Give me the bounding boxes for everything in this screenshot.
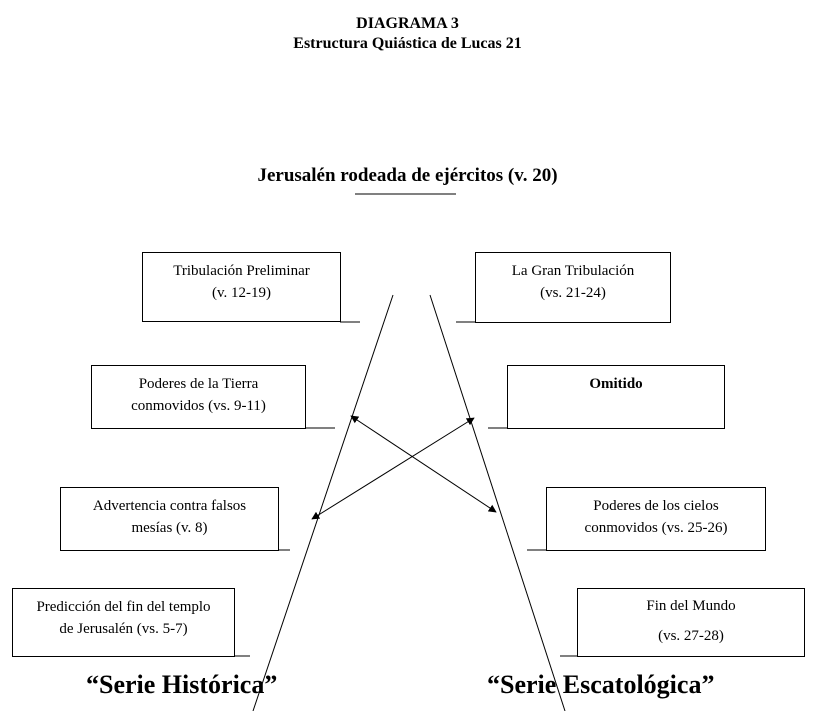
left-box-poderes-tierra bbox=[91, 365, 306, 429]
series-historica-label: “Serie Histórica” bbox=[86, 670, 278, 699]
right-box-poderes-cielos bbox=[546, 487, 766, 551]
right-box-omitido bbox=[507, 365, 725, 429]
box-line-1: Predicción del fin del templo bbox=[36, 599, 211, 615]
series-escatologica-label: “Serie Escatológica” bbox=[487, 670, 715, 699]
box-line-2: (v. 12-19) bbox=[211, 285, 271, 301]
box-line-2: de Jerusalén (vs. 5-7) bbox=[59, 621, 188, 637]
left-box-tribulacion-preliminar bbox=[142, 252, 341, 322]
box-line-1: Fin del Mundo bbox=[646, 598, 736, 614]
box-line-1: Omitido bbox=[589, 376, 643, 392]
right-box-fin-mundo bbox=[577, 588, 805, 657]
box-line-2: mesías (v. 8) bbox=[131, 520, 208, 536]
left-box-fin-templo bbox=[12, 588, 235, 657]
box-line-1: Tribulación Preliminar bbox=[173, 263, 310, 279]
box-line-2: conmovidos (vs. 25-26) bbox=[584, 520, 728, 536]
box-line-1: Poderes de los cielos bbox=[593, 498, 719, 514]
diagram-title: Estructura Quiástica de Lucas 21 bbox=[293, 35, 522, 52]
box-line-2: (vs. 27-28) bbox=[658, 628, 724, 644]
left-box-falsos-mesias bbox=[60, 487, 279, 551]
box-line-1: La Gran Tribulación bbox=[511, 263, 635, 279]
box-line-1: Advertencia contra falsos bbox=[92, 498, 247, 514]
box-line-1: Poderes de la Tierra bbox=[138, 376, 259, 392]
box-line-2: (vs. 21-24) bbox=[540, 285, 606, 301]
right-diagonal-line bbox=[430, 295, 565, 711]
cross-arrow-2 bbox=[312, 418, 474, 519]
right-box-gran-tribulacion bbox=[475, 252, 671, 323]
diagram-number: DIAGRAMA 3 bbox=[356, 15, 459, 32]
box-line-2: conmovidos (vs. 9-11) bbox=[131, 398, 266, 414]
center-label: Jerusalén rodeada de ejércitos (v. 20) bbox=[257, 165, 558, 186]
